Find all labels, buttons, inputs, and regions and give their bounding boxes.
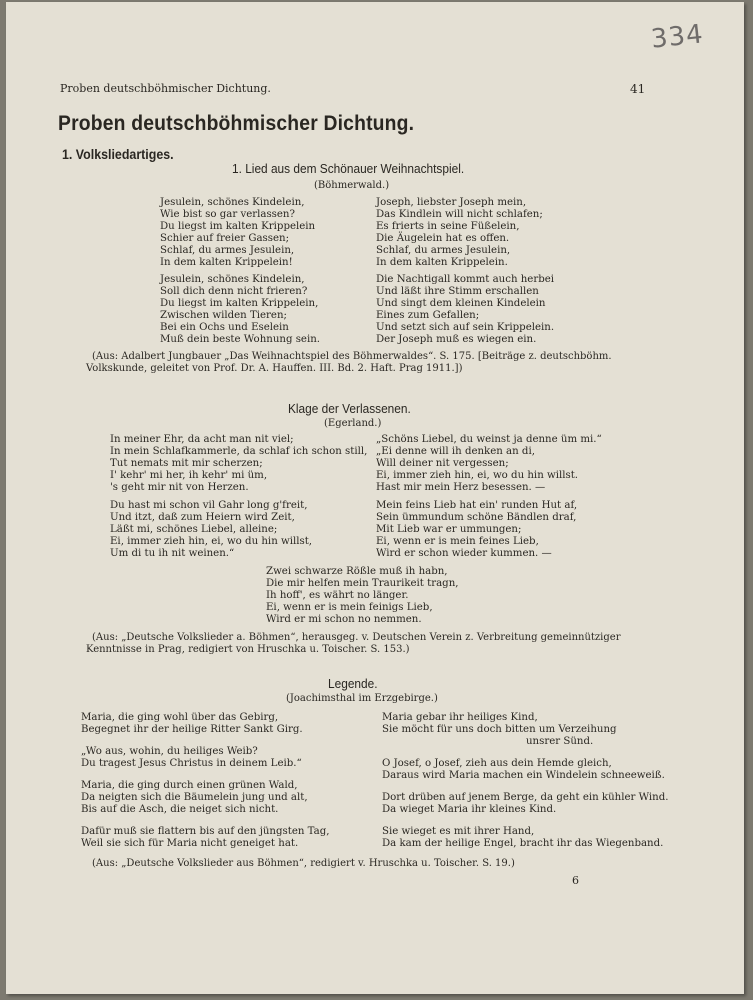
poem-title: 1. Lied aus dem Schönauer Weihnachtspiel.	[232, 162, 465, 176]
verse-line: Mein feins Lieb hat ein' runden Hut af,	[376, 500, 578, 511]
verse-line: Bei ein Ochs und Eselein	[160, 322, 289, 333]
verse-line: Die Nachtigall kommt auch herbei	[376, 274, 555, 285]
verse-line: O Josef, o Josef, zieh aus dein Hemde gleich,	[382, 758, 612, 769]
stanza	[81, 712, 303, 736]
verse-line: Da kam der heilige Engel, bracht ihr das Wiegenband.	[382, 838, 664, 849]
verse-line: Wird er schon wieder kummen. —	[376, 548, 552, 559]
verse-line: Maria, die ging durch einen grünen Wald,	[81, 780, 298, 791]
verse-line: Ih hoff', es währt no länger.	[266, 590, 409, 601]
verse-line: Ei, wenn er is mein feines Lieb,	[376, 536, 539, 547]
verse-line: „Schöns Liebel, du weinst ja denne üm mi.“	[376, 434, 602, 445]
stanza	[81, 746, 302, 770]
verse-line: Begegnet ihr der heilige Ritter Sankt Girg.	[81, 724, 303, 735]
verse-line: Sie möcht für uns doch bitten um Verzeihung	[382, 724, 617, 735]
verse-line: Wie bist so gar verlassen?	[160, 209, 295, 220]
poem-title: Legende.	[328, 677, 378, 691]
source-citation: (Aus: Adalbert Jungbauer „Das Weihnachtspiel des Böhmerwaldes“. S. 175. [Beiträge z. deutschböhm. Volkskunde, geleitet von Prof. Dr. A. Hauffen. III. Bd. 2. Haft. Prag 1911.])	[86, 351, 612, 374]
verse-line: Eines zum Gefallen;	[376, 310, 480, 321]
verse-line: Mit Lieb war er ummungen;	[376, 524, 522, 535]
verse-line: Und läßt ihre Stimm erschallen	[376, 286, 539, 297]
verse-line: Ei, immer zieh hin, ei, wo du hin willst,	[110, 536, 313, 547]
verse-line: Dafür muß sie flattern bis auf den jüngsten Tag,	[81, 826, 330, 837]
poem-title: Klage der Verlassenen.	[288, 402, 411, 416]
verse-line: Jesulein, schönes Kindelein,	[160, 274, 305, 285]
verse-line: Weil sie sich für Maria nicht geneiget hat.	[81, 838, 299, 849]
book-page	[6, 2, 744, 994]
stanza	[81, 780, 308, 816]
verse-line: In dem kalten Krippelein.	[376, 257, 508, 268]
verse-line: I' kehr' mi her, ih kehr' mi üm,	[110, 470, 268, 481]
verse-line: „Wo aus, wohin, du heiliges Weib?	[81, 746, 258, 757]
stanza	[110, 500, 312, 560]
poem-region: (Joachimsthal im Erzgebirge.)	[286, 693, 438, 704]
verse-line: Sein ümmundum schöne Bändlen draf,	[376, 512, 577, 523]
verse-line: Jesulein, schönes Kindelein,	[160, 197, 305, 208]
section-heading: 1. Volksliedartiges.	[62, 147, 174, 162]
verse-line: In meiner Ehr, da acht man nit viel;	[110, 434, 294, 445]
source-citation: (Aus: „Deutsche Volkslieder aus Böhmen“, redigiert v. Hruschka u. Toischer. S. 19.)	[92, 858, 515, 869]
verse-line: Will deiner nit vergessen;	[376, 458, 509, 469]
page-number: 41	[630, 82, 646, 96]
verse-line: Sie wieget es mit ihrer Hand,	[382, 826, 535, 837]
verse-line: In dem kalten Krippelein!	[160, 257, 293, 268]
stanza	[382, 826, 663, 850]
poem-region: (Böhmerwald.)	[314, 180, 390, 191]
signature-mark: 6	[572, 874, 579, 887]
verse-line: Die Äugelein hat es offen.	[376, 233, 510, 244]
verse-line: Es frierts in seine Füßelein,	[376, 221, 520, 232]
verse-line: 's geht mir nit von Herzen.	[110, 482, 249, 493]
page-title: Proben deutschböhmischer Dichtung.	[58, 112, 415, 135]
verse-line: Schlaf, du armes Jesulein,	[376, 245, 511, 256]
stanza	[160, 274, 320, 346]
stanza	[376, 197, 543, 269]
verse-line: Zwei schwarze Rößle muß ih habn,	[266, 566, 448, 577]
verse-line: Bis auf die Asch, die neiget sich nicht.	[81, 804, 279, 815]
verse-line: Und itzt, daß zum Heiern wird Zeit,	[110, 512, 295, 523]
stanza	[376, 274, 554, 346]
verse-line: Du liegst im kalten Krippelein	[160, 221, 316, 232]
stanza	[382, 758, 665, 782]
stanza	[110, 434, 367, 494]
running-header: Proben deutschböhmischer Dichtung.	[60, 82, 271, 95]
verse-line: Maria, die ging wohl über das Gebirg,	[81, 712, 279, 723]
stanza	[382, 712, 617, 748]
verse-line: Du tragest Jesus Christus in deinem Leib.“	[81, 758, 302, 769]
verse-line: Hast mir mein Herz besessen. —	[376, 482, 546, 493]
verse-line: Ei, immer zieh hin, ei, wo du hin willst.	[376, 470, 579, 481]
verse-line: Tut nemats mit mir scherzen;	[110, 458, 263, 469]
stanza	[266, 566, 459, 626]
stanza	[160, 197, 315, 269]
verse-line: Ei, wenn er is mein feinigs Lieb,	[266, 602, 433, 613]
stanza	[376, 500, 577, 560]
verse-line: Das Kindlein will nicht schlafen;	[376, 209, 543, 220]
verse-line: Da neigten sich die Bäumelein jung und alt,	[81, 792, 308, 803]
verse-line: Dort drüben auf jenem Berge, da geht ein kühler Wind.	[382, 792, 669, 803]
poem-region: (Egerland.)	[324, 418, 382, 429]
stanza	[81, 826, 329, 850]
verse-line: Und singt dem kleinen Kindelein	[376, 298, 546, 309]
verse-line: Da wieget Maria ihr kleines Kind.	[382, 804, 557, 815]
verse-line: Läßt mi, schönes Liebel, alleine;	[110, 524, 278, 535]
verse-line: Und setzt sich auf sein Krippelein.	[376, 322, 555, 333]
verse-line: Die mir helfen mein Traurikeit tragn,	[266, 578, 459, 589]
verse-line: „Ei denne will ih denken an di,	[376, 446, 535, 457]
verse-line: Soll dich denn nicht frieren?	[160, 286, 308, 297]
verse-line: Maria gebar ihr heiliges Kind,	[382, 712, 538, 723]
verse-line: Muß dein beste Wohnung sein.	[160, 334, 321, 345]
verse-line: Du liegst im kalten Krippelein,	[160, 298, 319, 309]
verse-line: Schier auf freier Gassen;	[160, 233, 290, 244]
verse-line: Wird er mi schon no nemmen.	[266, 614, 422, 625]
verse-line: In mein Schlafkammerle, da schlaf ich schon still,	[110, 446, 368, 457]
verse-line: unsrer Sünd.	[526, 736, 594, 747]
verse-line: Der Joseph muß es wiegen ein.	[376, 334, 537, 345]
stanza	[376, 434, 602, 494]
source-citation: (Aus: „Deutsche Volkslieder a. Böhmen“, herausgeg. v. Deutschen Verein z. Verbreitung gemeinnütziger Kenntnisse in Prag, redigiert von Hruschka u. Toischer. S. 153.)	[86, 632, 621, 655]
verse-line: Joseph, liebster Joseph mein,	[376, 197, 527, 208]
verse-line: Zwischen wilden Tieren;	[160, 310, 287, 321]
verse-line: Um di tu ih nit weinen.“	[110, 548, 235, 559]
verse-line: Schlaf, du armes Jesulein,	[160, 245, 295, 256]
verse-line: Daraus wird Maria machen ein Windelein schneeweiß.	[382, 770, 665, 781]
handwritten-page-number: 334	[649, 19, 706, 55]
stanza	[382, 792, 668, 816]
verse-line: Du hast mi schon vil Gahr long g'freit,	[110, 500, 308, 511]
